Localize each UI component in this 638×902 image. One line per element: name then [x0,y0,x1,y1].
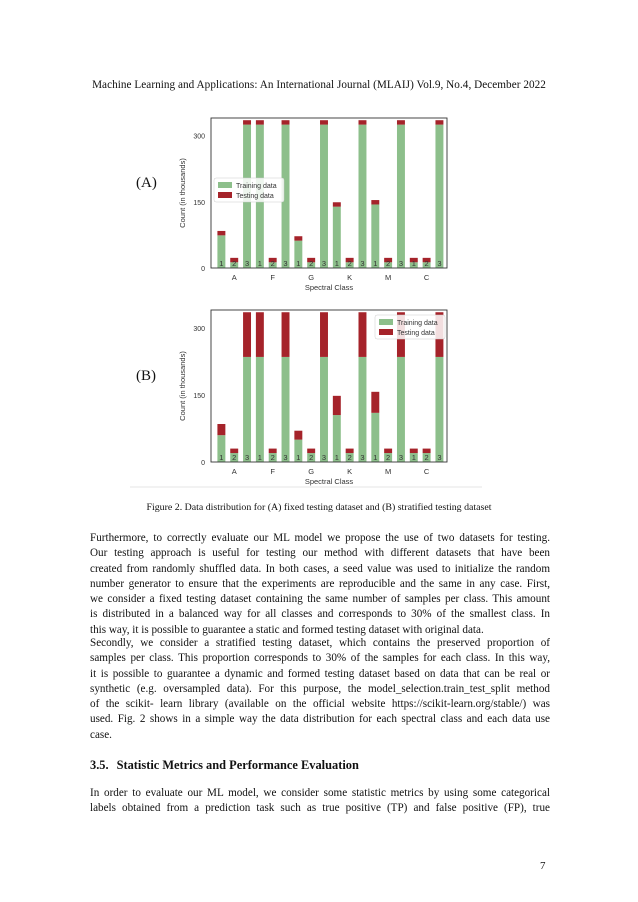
y-tick-label: 300 [193,133,205,141]
bar-number-label: 3 [244,259,250,268]
bar-testing [217,231,225,235]
x-group-label: G [308,467,315,476]
panel-label: (B) [136,368,156,384]
legend-entry: Training data [397,320,438,327]
bar-training [435,357,443,462]
x-group-label: K [347,273,353,282]
paragraph-1-line: Furthermore, to correctly evaluate our ML model we propose the use of two datasets for testing. [90,532,550,544]
legend-swatch [218,182,232,188]
bar-number-label: 2 [424,453,429,462]
section-title: Statistic Metrics and Performance Evaluation [116,758,359,772]
bar-number-label: 2 [386,453,391,462]
bar-testing [256,120,264,124]
bar-number-label: 1 [334,259,339,268]
paragraph-1-line: is distributed in a balanced way for all classes and corresponds to 30% of the smallest class. In [90,608,550,621]
bar-number-label: 3 [321,453,327,462]
legend-swatch [379,329,393,335]
x-group-label: K [347,467,353,476]
paragraph-3-line: In order to evaluate our ML model, we consider some statistic metrics by using some categorical [90,787,550,799]
bar-number-label: 3 [437,453,442,462]
bar-number-label: 3 [283,453,288,462]
x-group-label: C [423,467,430,476]
bar-number-label: 3 [360,453,365,462]
legend-entry: Testing data [236,193,274,200]
bar-testing [320,120,328,124]
y-tick-label: 150 [193,199,205,207]
paragraph-2-line: used. Fig. 2 shows in a simple way the data distribution for each spectral class and each data use [90,713,550,726]
y-axis-label: Count (in thousands) [178,351,187,421]
bar-number-label: 2 [347,259,352,268]
paragraph-1-line: this way, it is possible to guarantee a static and formed testing dataset with original data. [90,623,484,636]
x-axis-label: Spectral Class [304,283,354,292]
paragraph-3-line: labels obtained from a prediction task such as true positive (TP) and false positive (FP), true [90,802,550,815]
bar-training [397,125,405,268]
x-group-label: F [270,467,275,476]
bar-testing [371,392,379,413]
x-group-label: A [231,273,237,282]
bar-testing [294,431,302,440]
paragraph-2-line: synthetic (e.g. oversampled data). For this purpose, the model_selection.train_test_split method [90,682,550,695]
legend-entry: Training data [236,183,277,190]
section-heading [90,758,359,773]
paragraph-3 [90,786,550,817]
bar-training [282,357,290,462]
bar-testing [256,312,264,357]
x-group-label: C [423,273,430,282]
bar-number-label: 1 [373,453,378,462]
bar-number-label: 2 [386,259,391,268]
bar-number-label: 1 [219,453,224,462]
x-axis-label: Spectral Class [304,477,354,486]
bar-number-label: 1 [257,453,262,462]
bar-testing [435,120,443,124]
legend-entry: Testing data [397,330,435,337]
bar-testing [359,120,367,124]
bar-number-label: 1 [373,259,378,268]
figure-2-chart [130,110,482,490]
bar-number-label: 1 [257,259,262,268]
bar-number-label: 2 [424,259,429,268]
bar-number-label: 1 [411,453,416,462]
paragraph-2-line: Secondly, we consider a stratified testing dataset, which contains the preserved proportion of [90,637,550,649]
bar-number-label: 2 [270,453,275,462]
paragraph-2-line: samples per class. This proportion corresponds to 30% of the samples for each class. In this way, [90,652,550,665]
bar-training [359,125,367,268]
bar-training [256,357,264,462]
y-tick-label: 300 [193,325,205,333]
bar-training [243,357,251,462]
paragraph-1-line: number generator to ensure that the experiments are reproducible and the same in any case. First, [90,577,550,590]
bar-training [320,357,328,462]
bar-number-label: 3 [244,453,250,462]
bar-number-label: 1 [334,453,339,462]
bar-testing [294,236,302,240]
paragraph-2-line: it is possible to guarantee a dynamic and formed testing dataset based on data that can be real or [90,667,550,680]
y-tick-label: 0 [201,460,205,467]
x-group-label: G [308,273,315,282]
bar-number-label: 2 [309,259,314,268]
y-tick-label: 150 [193,392,205,400]
paragraph-1-line: created from randomly shuffled data. In both cases, a seed value was used to initialize the random [90,562,550,575]
x-group-label: M [385,273,392,282]
bar-number-label: 3 [398,453,404,462]
bar-training [359,357,367,462]
x-group-label: M [385,467,392,476]
bar-number-label: 1 [411,259,416,268]
page-header: Machine Learning and Applications: An International Journal (MLAIJ) Vol.9, No.4, December 2022 [92,79,546,91]
bar-testing [397,120,405,124]
bar-training [435,125,443,268]
panel-label: (A) [136,175,157,191]
bar-testing [333,202,341,206]
bar-number-label: 2 [270,259,275,268]
bar-testing [243,120,251,124]
bar-number-label: 3 [321,259,327,268]
legend-swatch [379,319,393,325]
bar-testing [371,200,379,204]
bar-number-label: 1 [296,453,301,462]
paragraph-1-line: we consider a fixed testing dataset containing the same number of samples per class. This amount [90,593,550,606]
bar-number-label: 3 [360,259,365,268]
x-group-label: F [270,273,275,282]
bar-number-label: 2 [232,453,237,462]
bar-testing [320,312,328,357]
bar-training [397,357,405,462]
paragraph-2 [90,636,550,743]
bar-number-label: 3 [437,259,442,268]
bar-testing [282,312,290,357]
x-group-label: A [231,467,237,476]
y-tick-label: 0 [201,266,205,273]
paragraph-1-line: Our testing approach is useful for testing our method with different datasets that have been [90,547,550,560]
bar-testing [333,396,341,415]
bar-number-label: 1 [296,259,301,268]
figure-2 [130,110,482,490]
bar-number-label: 1 [219,259,224,268]
bar-testing [243,312,251,357]
paragraph-2-line: of the scikit- learn library (available on the official website https://scikit-learn.org/stable/) was [90,698,550,711]
bar-number-label: 2 [232,259,237,268]
bar-number-label: 2 [309,453,314,462]
page-number: 7 [540,860,546,872]
bar-number-label: 2 [347,453,352,462]
legend-swatch [218,192,232,198]
paragraph-1 [90,531,550,638]
figure-caption: Figure 2. Data distribution for (A) fixed testing dataset and (B) stratified testing dataset [146,502,492,513]
section-number: 3.5. [90,758,109,772]
bar-testing [282,120,290,124]
bar-training [320,125,328,268]
bar-testing [217,424,225,435]
bar-number-label: 3 [283,259,288,268]
paragraph-2-line: case. [90,728,112,741]
y-axis-label: Count (in thousands) [178,158,187,228]
bar-testing [359,312,367,357]
bar-number-label: 3 [398,259,404,268]
